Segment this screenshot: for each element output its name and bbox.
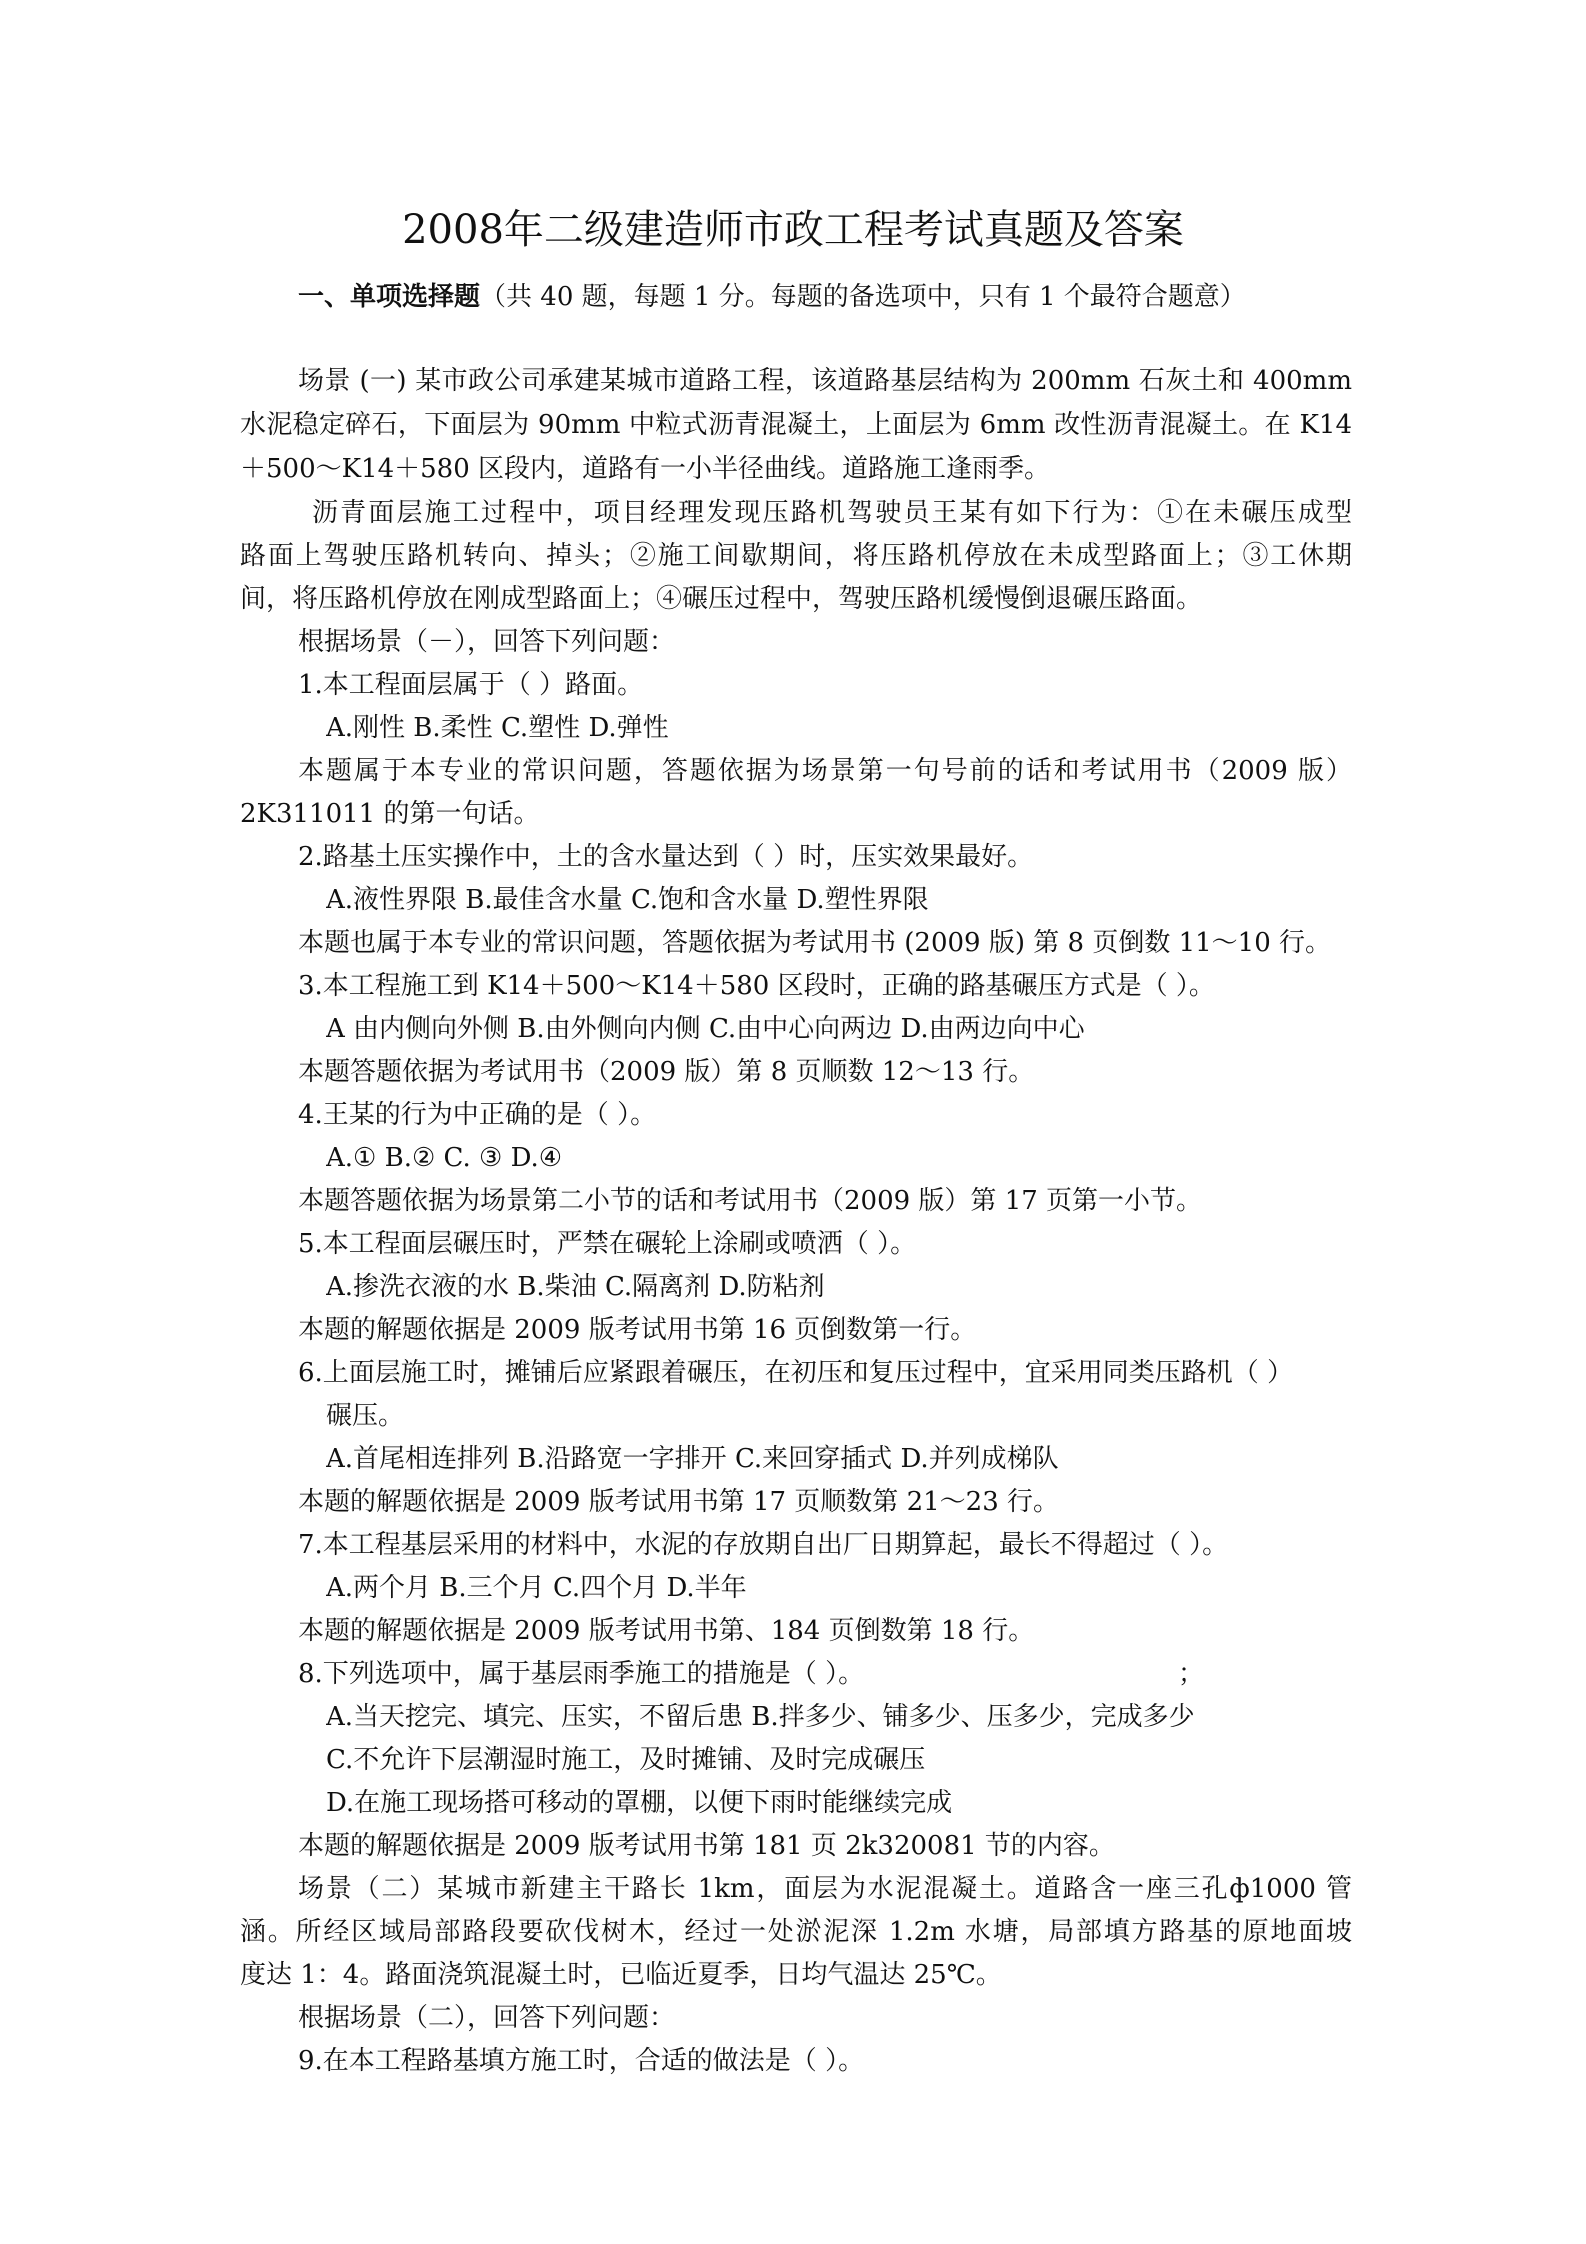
question-6-stem-continued: 碾压。 <box>326 1401 405 1431</box>
scene2-line-2: 涵。所经区域局部路段要砍伐树木，经过一处淤泥深 1.2m 水塘，局部填方路基的原地面坡 <box>240 1917 1352 1947</box>
question-6-options: A.首尾相连排列 B.沿路宽一字排开 C.来回穿插式 D.并列成梯队 <box>326 1444 1059 1474</box>
scene2-prompt: 根据场景（二），回答下列问题： <box>298 2003 676 2033</box>
question-1-note-2: 2K311011 的第一句话。 <box>240 799 540 829</box>
scene1-para2-line-2: 路面上驾驶压路机转向、掉头；②施工间歇期间，将压路机停放在未成型路面上；③工休期 <box>240 541 1352 571</box>
section-heading: 一、单项选择题 <box>298 282 481 312</box>
scene1-line-3: ＋500～K14＋580 区段内，道路有一小半径曲线。道路施工逢雨季。 <box>240 454 1051 484</box>
scene1-line-2: 水泥稳定碎石，下面层为 90mm 中粒式沥青混凝土，上面层为 6mm 改性沥青混凝土。在 K14 <box>240 410 1352 440</box>
question-8-stem-mark: ； <box>1178 1659 1205 1689</box>
question-7-stem: 7.本工程基层采用的材料中，水泥的存放期自出厂日期算起，最长不得超过（ ）。 <box>298 1530 1229 1560</box>
question-3-stem: 3.本工程施工到 K14＋500～K14＋580 区段时，正确的路基碾压方式是（ ）。 <box>298 971 1215 1001</box>
scene1-prompt: 根据场景（－），回答下列问题： <box>298 627 676 657</box>
section-note: （共 40 题，每题 1 分。每题的备选项中，只有 1 个最符合题意） <box>480 282 1246 312</box>
section-header <box>298 276 1352 318</box>
question-9-stem: 9.在本工程路基填方施工时，合适的做法是（ ）。 <box>298 2046 865 2076</box>
question-8-option-c: C.不允许下层潮湿时施工，及时摊铺、及时完成碾压 <box>326 1745 926 1775</box>
question-2-options: A.液性界限 B.最佳含水量 C.饱和含水量 D.塑性界限 <box>326 885 929 915</box>
scene1-para2-line-1: 沥青面层施工过程中，项目经理发现压路机驾驶员王某有如下行为：①在未碾压成型 <box>312 498 1352 528</box>
question-2-stem: 2.路基土压实操作中，土的含水量达到（ ）时，压实效果最好。 <box>298 842 1034 872</box>
question-1-stem: 1.本工程面层属于（ ）路面。 <box>298 670 644 700</box>
question-2-note: 本题也属于本专业的常识问题，答题依据为考试用书 (2009 版) 第 8 页倒数 11～10 行。 <box>298 928 1332 958</box>
scene2-line-1: 场景（二）某城市新建主干路长 1km，面层为水泥混凝土。道路含一座三孔ф1000 管 <box>298 1874 1352 1904</box>
question-7-options: A.两个月 B.三个月 C.四个月 D.半年 <box>326 1573 747 1603</box>
document-title: 2008年二级建造师市政工程考试真题及答案 <box>402 207 1184 253</box>
question-4-options: A.① B.② C. ③ D.④ <box>326 1143 563 1173</box>
question-1-options: A.刚性 B.柔性 C.塑性 D.弹性 <box>326 713 669 743</box>
scene2-line-3: 度达 1：4。路面浇筑混凝土时，已临近夏季，日均气温达 25℃。 <box>240 1960 1002 1990</box>
question-5-stem: 5.本工程面层碾压时，严禁在碾轮上涂刷或喷洒（ ）。 <box>298 1229 917 1259</box>
question-6-note: 本题的解题依据是 2009 版考试用书第 17 页顺数第 21～23 行。 <box>298 1487 1060 1517</box>
question-8-stem: 8.下列选项中，属于基层雨季施工的措施是（ ）。 <box>298 1659 865 1689</box>
scene1-para2-line-3: 间，将压路机停放在刚成型路面上；④碾压过程中，驾驶压路机缓慢倒退碾压路面。 <box>240 584 1203 614</box>
question-5-options: A.掺洗衣液的水 B.柴油 C.隔离剂 D.防粘剂 <box>326 1272 825 1302</box>
question-1-note-1: 本题属于本专业的常识问题，答题依据为场景第一句号前的话和考试用书（2009 版） <box>298 756 1352 786</box>
question-7-note: 本题的解题依据是 2009 版考试用书第、184 页倒数第 18 行。 <box>298 1616 1035 1646</box>
scene1-line-1: 场景 (一) 某市政公司承建某城市道路工程，该道路基层结构为 200mm 石灰土和 400mm <box>298 366 1352 396</box>
question-6-stem: 6.上面层施工时，摊铺后应紧跟着碾压，在初压和复压过程中，宜采用同类压路机（ ） <box>298 1358 1294 1388</box>
question-8-options-ab: A.当天挖完、填完、压实，不留后患 B.拌多少、铺多少、压多少，完成多少 <box>326 1702 1195 1732</box>
question-3-note: 本题答题依据为考试用书（2009 版）第 8 页顺数 12～13 行。 <box>298 1057 1035 1087</box>
question-4-note: 本题答题依据为场景第二小节的话和考试用书（2009 版）第 17 页第一小节。 <box>298 1186 1203 1216</box>
question-3-options: A 由内侧向外侧 B.由外侧向内侧 C.由中心向两边 D.由两边向中心 <box>326 1014 1085 1044</box>
question-8-option-d: D.在施工现场搭可移动的罩棚，以便下雨时能继续完成 <box>326 1788 953 1818</box>
question-8-note: 本题的解题依据是 2009 版考试用书第 181 页 2k320081 节的内容。 <box>298 1831 1115 1861</box>
question-5-note: 本题的解题依据是 2009 版考试用书第 16 页倒数第一行。 <box>298 1315 977 1345</box>
question-4-stem: 4.王某的行为中正确的是（ ）。 <box>298 1100 657 1130</box>
